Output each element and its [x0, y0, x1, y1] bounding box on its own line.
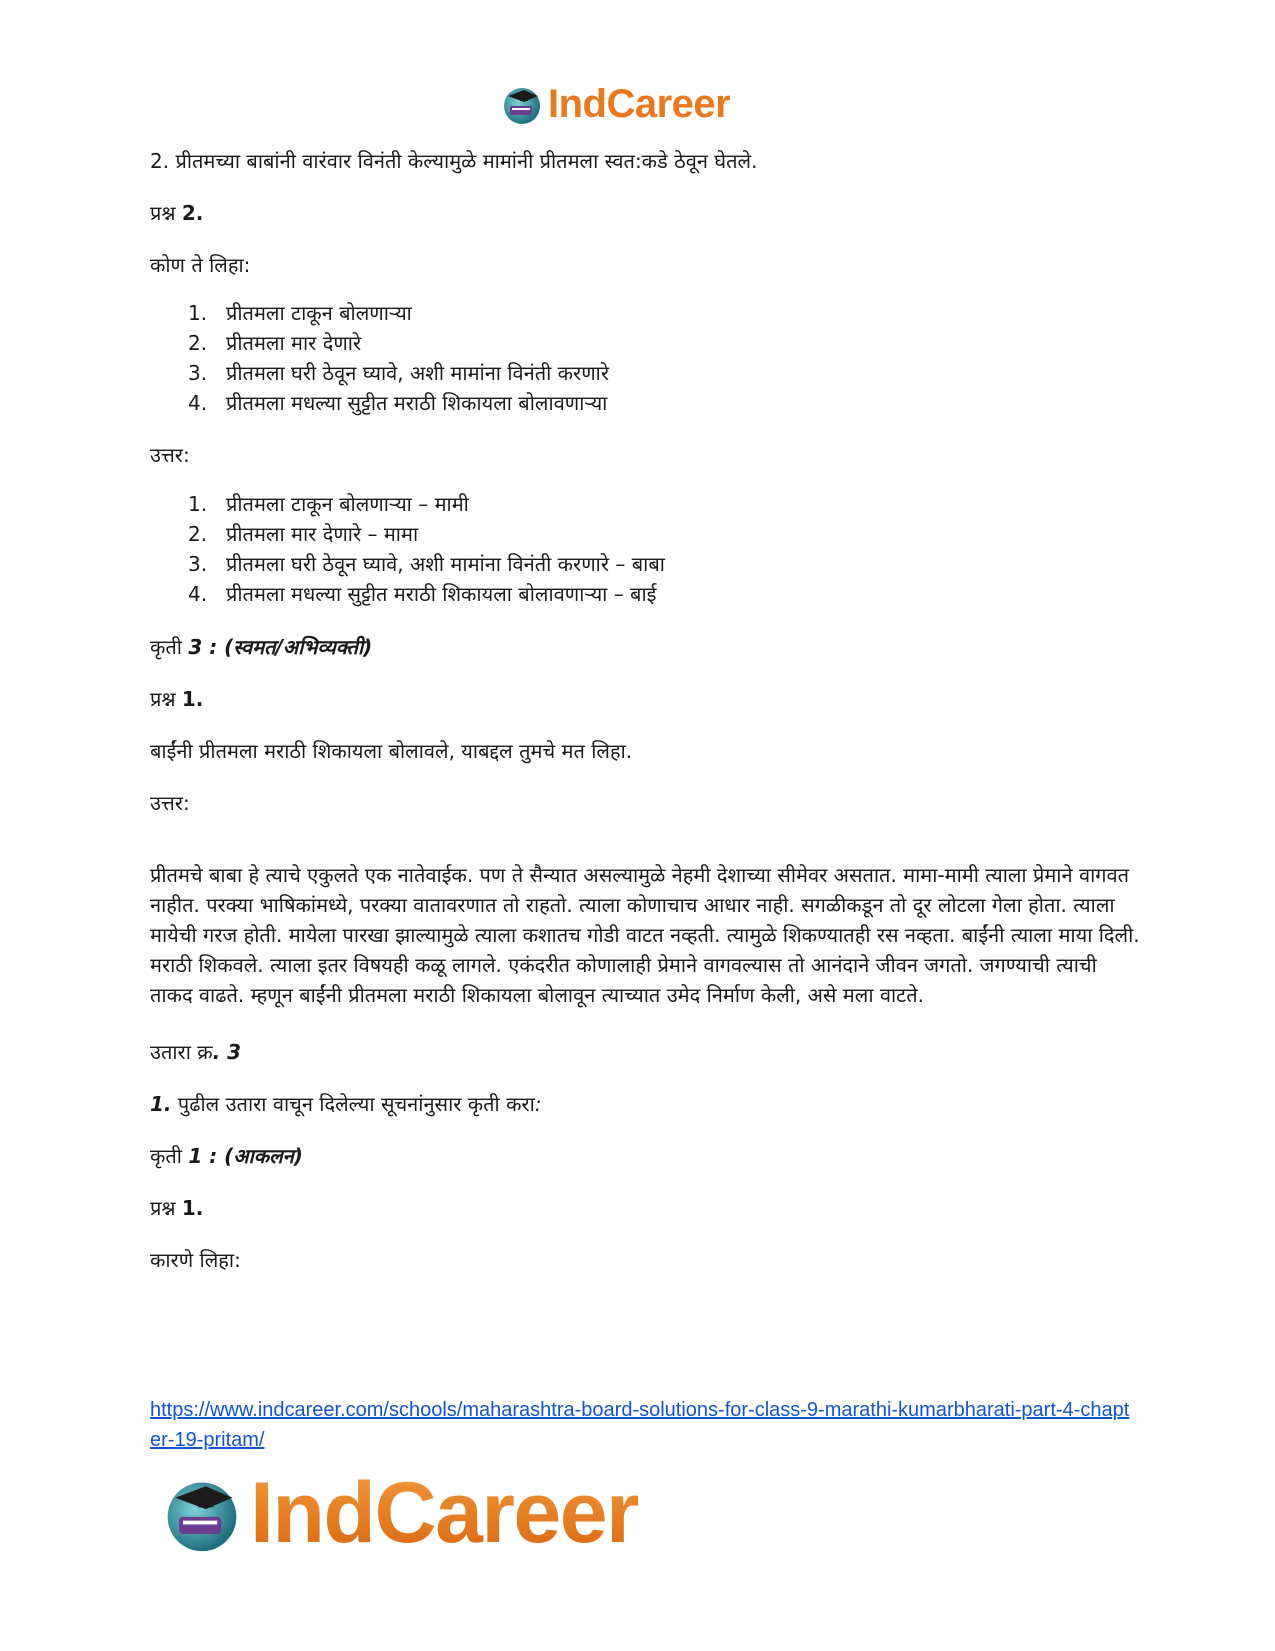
- kruti-1-heading: कृती 1 : (आकलन): [150, 1144, 303, 1168]
- question-1b-heading: प्रश्न 1.: [150, 1196, 204, 1220]
- answer-list: [150, 489, 665, 609]
- list-item: 2. प्रीतमला मार देणारे: [188, 331, 362, 355]
- top-line: 2. प्रीतमच्या बाबांनी वारंवार विनंती केल्यामुळे मामांनी प्रीतमला स्वत:कडे ठेवून घेतले.: [150, 149, 758, 173]
- answer-paragraph: प्रीतमचे बाबा हे त्याचे एकुलते एक नातेवाईक. पण ते सैन्यात असल्यामुळे नेहमी देशाच्या सीमेवर असतात. मामा-मामी त्याला प्रेमाने वागवत नाहीत. परक्या भाषिकांमध्ये, परक्या वातावरणात तो राहतो. त्याला कोणाचाच आधार नाही. सगळीकडून तो दूर लोटला गेला होता. त्याला मायेची गरज होती. मायेला पारखा झाल्यामुळे त्याला कशातच गोडी वाटत नव्हती. त्यामुळे शिकण्यातही रस नव्हता. बाईंनी त्याला माया दिली. मराठी शिकवले. त्याला इतर विषयही कळू लागले. एकंदरीत कोणालाही प्रेमाने वागवल्यास तो आनंदाने जीवन जगतो. जगण्याची त्याची ताकद वाढते. म्हणून बाईंनी प्रीतमला मराठी शिकायला बोलावून त्याच्यात उमेद निर्माण केली, असे मला वाटते.: [150, 863, 1140, 1007]
- question-2-heading: प्रश्न 2.: [150, 201, 204, 225]
- instruction-line: 1. पुढील उतारा वाचून दिलेल्या सूचनांनुसार कृती करा:: [150, 1092, 542, 1116]
- kruti-3-heading: कृती 3 : (स्वमत/अभिव्यक्ती): [150, 635, 373, 659]
- question-2-list: [150, 298, 609, 418]
- source-link[interactable]: https://www.indcareer.com/schools/maharashtra-board-solutions-for-class-9-marathi-kumarbharati-part-4-chapter-19-pritam/: [150, 1399, 1130, 1451]
- footer-logo: [160, 1464, 638, 1561]
- graduation-globe-icon: [160, 1471, 244, 1555]
- question-1-text: बाईंनी प्रीतमला मराठी शिकायला बोलावले, याबद्दल तुमचे मत लिहा.: [150, 739, 633, 763]
- list-item: 3. प्रीतमला घरी ठेवून घ्यावे, अशी मामांना विनंती करणारे – बाबा: [188, 552, 665, 576]
- answer-label: उत्तर:: [150, 443, 190, 467]
- reasons-instruction: कारणे लिहा:: [150, 1248, 241, 1272]
- logo-wordmark: IndCareer: [250, 1464, 638, 1561]
- list-item: 1. प्रीतमला टाकून बोलणाऱ्या – मामी: [188, 492, 469, 516]
- list-item: 3. प्रीतमला घरी ठेवून घ्यावे, अशी मामांना विनंती करणारे: [188, 361, 610, 385]
- header-logo: [500, 80, 730, 128]
- utara-heading: उतारा क्र. 3: [150, 1040, 242, 1064]
- list-item: 4. प्रीतमला मधल्या सुट्टीत मराठी शिकायला बोलावणाऱ्या – बाई: [188, 582, 657, 606]
- question-2-instruction: कोण ते लिहा:: [150, 253, 251, 277]
- list-item: 1. प्रीतमला टाकून बोलणाऱ्या: [188, 301, 412, 325]
- list-item: 2. प्रीतमला मार देणारे – मामा: [188, 522, 419, 546]
- list-item: 4. प्रीतमला मधल्या सुट्टीत मराठी शिकायला बोलावणाऱ्या: [188, 391, 608, 415]
- answer-label: उत्तर:: [150, 791, 190, 815]
- logo-wordmark: IndCareer: [548, 81, 731, 126]
- graduation-globe-icon: [500, 82, 544, 126]
- question-1-heading: प्रश्न 1.: [150, 687, 204, 711]
